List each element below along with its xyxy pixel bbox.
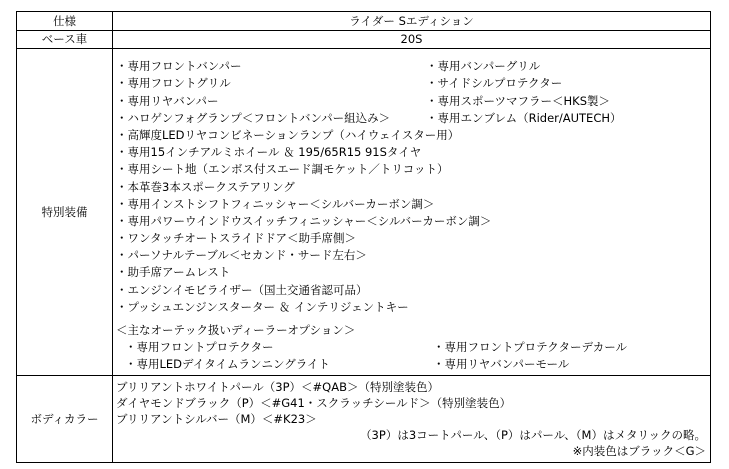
body-color-row: [17, 376, 711, 463]
body-color-item: ダイヤモンドブラック（P）＜#G41・スクラッチシールド＞（特別塗装色）: [116, 395, 512, 410]
spec-header-row: [17, 12, 711, 31]
body-color-cell: [113, 376, 711, 463]
equipment-item: ・専用エンブレム（Rider/AUTECH）: [426, 110, 622, 125]
model-name: ライダー Sエディション: [113, 12, 711, 31]
equipment-item: ・専用リヤバンパー: [116, 93, 219, 108]
body-color-item: ブリリアントホワイトパール（3P）＜#QAB＞（特別塗装色）: [116, 379, 439, 394]
body-color-label: ボディカラー: [17, 376, 113, 463]
equipment-row: [17, 49, 711, 376]
equipment-item: ・専用インストシフトフィニッシャー＜シルバーカーボン調＞: [116, 196, 435, 211]
body-color-item: ブリリアントシルバー（M）＜#K23＞: [116, 411, 317, 426]
base-row: [17, 30, 711, 49]
equipment-right-list: [426, 58, 622, 127]
dealer-option-item: ・専用フロントプロテクター: [125, 340, 274, 355]
equipment-item: ・サイドシルプロテクター: [426, 76, 563, 91]
base-value: 20S: [113, 30, 711, 49]
equipment-item: ・専用スポーツマフラー＜HKS製＞: [426, 93, 611, 108]
dealer-option-item: ・専用フロントプロテクターデカール: [433, 340, 628, 355]
equipment-item: ・プッシュエンジンスターター ＆ インテリジェントキー: [116, 299, 409, 314]
body-color-notes: [360, 427, 706, 459]
body-color-list: [116, 379, 511, 427]
equipment-item: ・専用バンパーグリル: [426, 59, 541, 74]
dealer-options-title: ＜主なオーテック扱いディーラーオプション＞: [116, 323, 356, 338]
dealer-options-right: [433, 339, 627, 373]
equipment-item: ・専用フロントバンパー: [116, 59, 242, 74]
dealer-options-left: [125, 339, 330, 373]
equipment-item: ・助手席アームレスト: [116, 265, 231, 280]
base-label: ベース車: [17, 30, 113, 49]
equipment-item: ・専用パワーウインドウスイッチフィニッシャー＜シルバーカーボン調＞: [116, 213, 492, 228]
equipment-item: ・エンジンイモビライザー（国土交通省認可品）: [116, 282, 368, 297]
equipment-item: ・本革巻3本スポークステアリング: [116, 179, 295, 194]
color-abbreviation-note: （3P）は3コートパール、（P）はパール、（M）はメタリックの略。: [360, 427, 706, 442]
equipment-cell: [113, 49, 711, 376]
dealer-option-item: ・専用リヤバンパーモール: [433, 357, 570, 372]
equipment-label: 特別装備: [17, 49, 113, 376]
equipment-item: ・高輝度LEDリヤコンビネーションランプ（ハイウェイスター用）: [116, 127, 460, 142]
equipment-item: ・パーソナルテーブル＜セカンド・サード左右＞: [116, 248, 367, 263]
equipment-item: ・専用シート地（エンボス付スエード調モケット／トリコット）: [116, 162, 449, 177]
interior-color-note: ※内装色はブラック＜G＞: [572, 443, 706, 458]
spec-label: 仕様: [17, 12, 113, 31]
equipment-item: ・ハロゲンフォグランプ＜フロントバンパー組込み＞: [116, 110, 391, 125]
equipment-item: ・専用フロントグリル: [116, 76, 231, 91]
spec-table: [16, 11, 711, 463]
equipment-item: ・専用15インチアルミホイール ＆ 195/65R15 91Sタイヤ: [116, 145, 422, 160]
equipment-item: ・ワンタッチオートスライドドア＜助手席側＞: [116, 231, 357, 246]
dealer-option-item: ・専用LEDデイタイムランニングライト: [125, 357, 330, 372]
